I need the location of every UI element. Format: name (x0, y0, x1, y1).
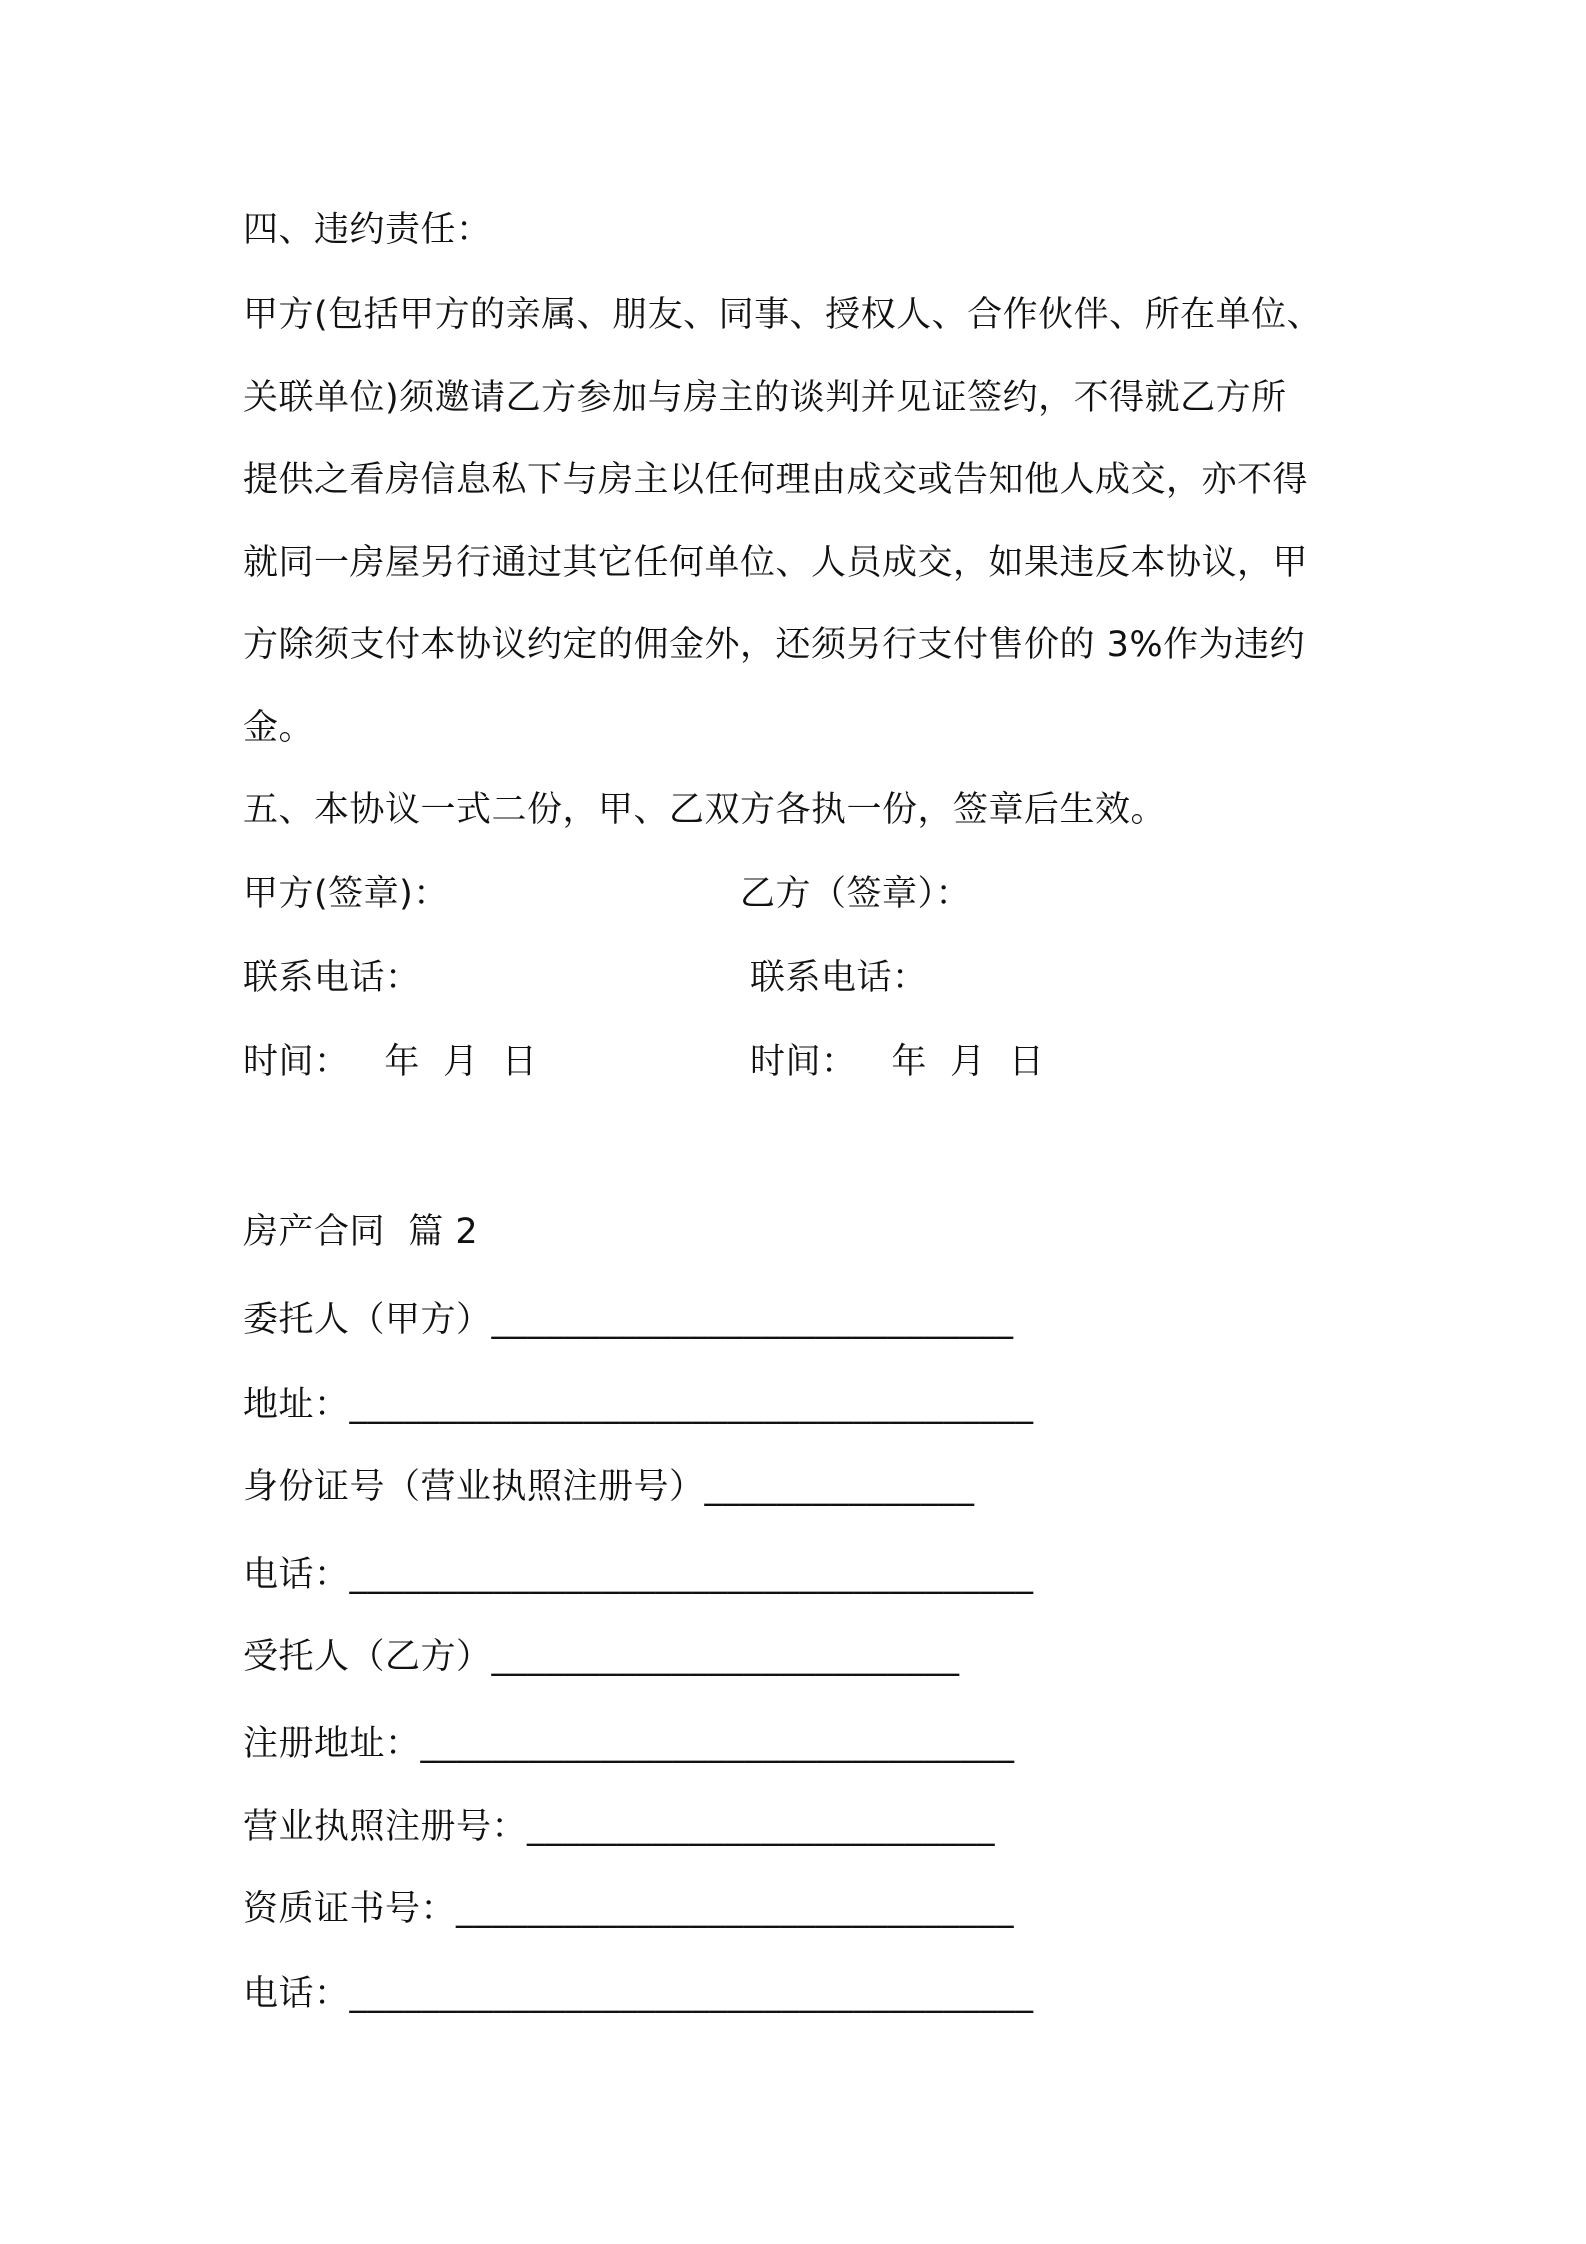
section-4-line-3: 提供之看房信息私下与房主以任何理由成交或告知他人成交，亦不得 (243, 460, 1309, 500)
field-phone-a: 电话：______________________________________ (243, 1555, 1034, 1595)
party-b-date-label: 时间： 年 月 日 (750, 1042, 1045, 1082)
field-client: 委托人（甲方）_____________________________ (243, 1300, 1014, 1340)
party-a-date-label: 时间： 年 月 日 (243, 1042, 538, 1082)
section-4-line-6: 金。 (243, 708, 315, 748)
section-4-line-2: 关联单位)须邀请乙方参加与房主的谈判并见证签约，不得就乙方所 (243, 378, 1287, 418)
party-a-sign-label: 甲方(签章)： (243, 874, 449, 914)
section-4-line-1: 甲方(包括甲方的亲属、朋友、同事、授权人、合作伙伴、所在单位、 (243, 295, 1323, 335)
section-4-line-4: 就同一房屋另行通过其它任何单位、人员成交，如果违反本协议，甲 (243, 543, 1309, 583)
field-registered-address: 注册地址：_________________________________ (243, 1724, 1015, 1764)
party-b-sign-label: 乙方（签章）： (740, 874, 972, 914)
field-agent: 受托人（乙方）__________________________ (243, 1637, 960, 1677)
field-id-number: 身份证号（营业执照注册号）_______________ (243, 1467, 975, 1507)
section-4-heading: 四、违约责任： (243, 210, 492, 250)
section-5-text: 五、本协议一式二份，甲、乙双方各执一份，签章后生效。 (243, 790, 1167, 830)
party-a-phone-label: 联系电话： (243, 958, 421, 998)
field-business-license: 营业执照注册号：__________________________ (243, 1807, 996, 1847)
field-address: 地址：______________________________________ (243, 1385, 1034, 1425)
field-phone-b: 电话：______________________________________ (243, 1974, 1034, 2014)
field-qualification-cert: 资质证书号：_______________________________ (243, 1889, 1015, 1929)
contract-2-title: 房产合同 篇 2 (243, 1212, 479, 1252)
party-b-phone-label: 联系电话： (750, 958, 928, 998)
section-4-line-5: 方除须支付本协议约定的佣金外，还须另行支付售价的 3%作为违约 (243, 625, 1306, 665)
